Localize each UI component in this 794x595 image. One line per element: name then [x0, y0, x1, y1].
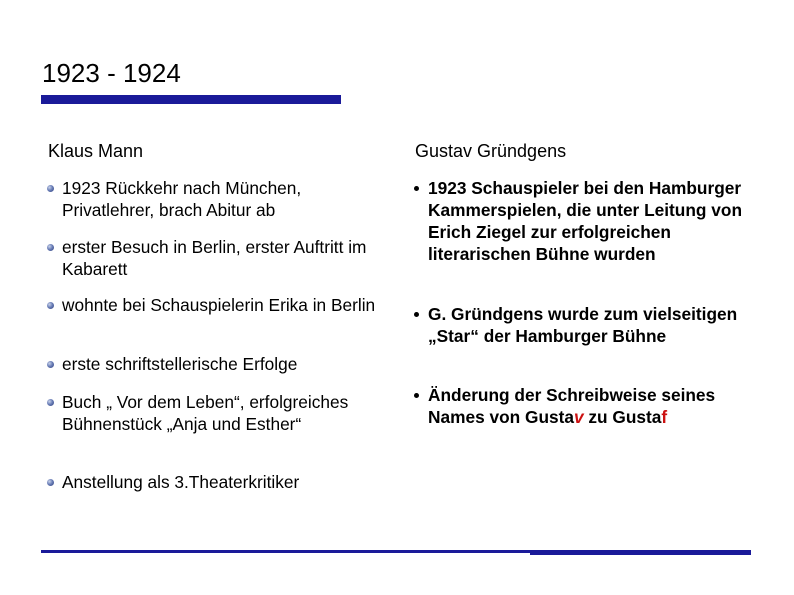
left-bullet-text: erste schriftstellerische Erfolge	[62, 354, 298, 374]
left-bullet-text: Buch „ Vor dem Leben“, erfolgreiches Bühnenstück „Anja und Esther“	[62, 392, 349, 434]
bullet-dot-icon	[414, 186, 419, 191]
footer-accent-bar	[530, 551, 751, 555]
name-change-text-2: zu Gusta	[583, 407, 662, 427]
right-bullet-item	[428, 384, 758, 428]
highlight-letter-f: f	[661, 407, 668, 427]
left-bullet-item	[62, 391, 382, 435]
right-bullet-text: G. Gründgens wurde zum vielseitigen „Star“ der Hamburger Bühne	[428, 304, 738, 346]
bullet-ball-icon	[47, 361, 54, 368]
bullet-ball-icon	[47, 185, 54, 192]
left-bullet-item	[62, 353, 382, 375]
highlight-letter-v: v	[573, 407, 584, 427]
right-bullet-item	[428, 177, 758, 265]
bullet-ball-icon	[47, 244, 54, 251]
left-bullet-item	[62, 294, 382, 316]
left-bullet-text: Anstellung als 3.Theaterkritiker	[62, 472, 300, 492]
left-bullet-item	[62, 471, 382, 493]
title-underline-bar	[41, 95, 341, 104]
bullet-dot-icon	[414, 393, 419, 398]
bullet-ball-icon	[47, 479, 54, 486]
slide-title: 1923 - 1924	[42, 58, 181, 88]
bullet-ball-icon	[47, 302, 54, 309]
left-bullet-text: 1923 Rückkehr nach München, Privatlehrer, brach Abitur ab	[62, 178, 302, 220]
right-bullet-text	[428, 384, 758, 428]
left-column-heading: Klaus Mann	[48, 141, 144, 161]
name-change-text: Änderung der Schreibweise seines Names von Gusta	[428, 385, 716, 427]
left-bullet-text: erster Besuch in Berlin, erster Auftritt im Kabarett	[62, 237, 367, 279]
right-bullet-item	[428, 303, 758, 347]
bullet-ball-icon	[47, 399, 54, 406]
left-bullet-item	[62, 236, 382, 280]
left-bullet-text: wohnte bei Schauspielerin Erika in Berlin	[62, 295, 376, 315]
right-bullet-text: 1923 Schauspieler bei den Hamburger Kammerspielen, die unter Leitung von Erich Ziegel zur erfolgreichen literarischen Bühne wurden	[428, 178, 742, 264]
bullet-dot-icon	[414, 312, 419, 317]
right-column-heading: Gustav Gründgens	[415, 141, 567, 161]
left-bullet-item	[62, 177, 382, 221]
